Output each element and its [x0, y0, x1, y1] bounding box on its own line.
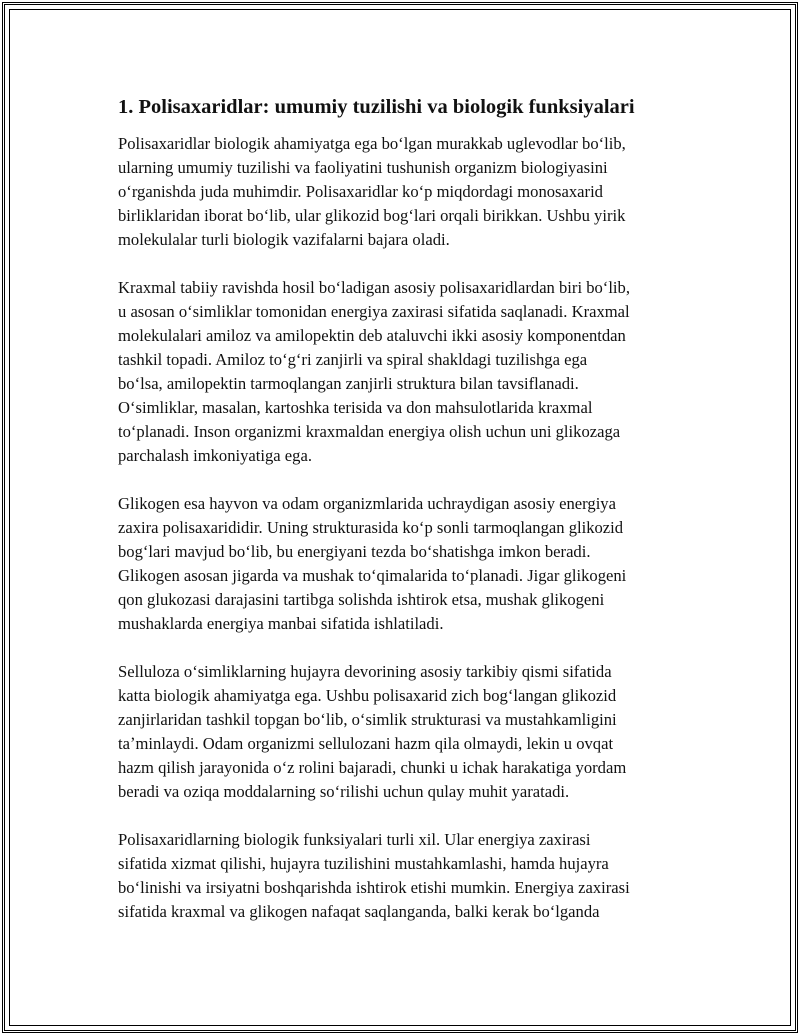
text-line: katta biologik ahamiyatga ega. Ushbu polisaxarid zich bogʻlangan glikozid	[118, 686, 617, 705]
text-line: boʻlinishi va irsiyatni boshqarishda ishtirok etishi mumkin. Energiya zaxirasi	[118, 878, 630, 897]
section-heading: 1. Polisaxaridlar: umumiy tuzilishi va biologik funksiyalari	[118, 96, 635, 118]
text-line: oʻrganishda juda muhimdir. Polisaxaridlar koʻp miqdordagi monosaxarid	[118, 182, 603, 201]
text-line: tashkil topadi. Amiloz toʻgʻri zanjirli va spiral shakldagi tuzilishga ega	[118, 350, 588, 369]
text-line: bogʻlari mavjud boʻlib, bu energiyani tezda boʻshatishga imkon beradi.	[118, 542, 591, 561]
text-line: taʼminlaydi. Odam organizmi sellulozani hazm qila olmaydi, lekin u ovqat	[118, 734, 614, 753]
text-line: molekulalari amiloz va amilopektin deb ataluvchi ikki asosiy komponentdan	[118, 326, 626, 345]
text-line: mushaklarda energiya manbai sifatida ishlatiladi.	[118, 614, 444, 633]
text-line: qon glukozasi darajasini tartibga solishda ishtirok etsa, mushak glikogeni	[118, 590, 605, 609]
paragraph-functions	[118, 828, 698, 924]
paragraph-starch	[118, 276, 698, 468]
text-line: zanjirlaridan tashkil topgan boʻlib, oʻsimlik strukturasi va mustahkamligini	[118, 710, 617, 729]
text-line: Glikogen esa hayvon va odam organizmlarida uchraydigan asosiy energiya	[118, 494, 616, 513]
text-line: molekulalar turli biologik vazifalarni bajara oladi.	[118, 230, 450, 249]
text-line: u asosan oʻsimliklar tomonidan energiya zaxirasi sifatida saqlanadi. Kraxmal	[118, 302, 630, 321]
text-line: sifatida kraxmal va glikogen nafaqat saqlanganda, balki kerak boʻlganda	[118, 902, 600, 921]
text-line: Polisaxaridlarning biologik funksiyalari turli xil. Ular energiya zaxirasi	[118, 830, 591, 849]
text-line: beradi va oziqa moddalarning soʻrilishi uchun qulay muhit yaratadi.	[118, 782, 570, 801]
paragraph-glycogen	[118, 492, 698, 636]
text-line: toʻplanadi. Inson organizmi kraxmaldan energiya olish uchun uni glikozaga	[118, 422, 621, 441]
text-line: Glikogen asosan jigarda va mushak toʻqimalarida toʻplanadi. Jigar glikogeni	[118, 566, 627, 585]
text-line: hazm qilish jarayonida oʻz rolini bajaradi, chunki u ichak harakatiga yordam	[118, 758, 627, 777]
text-line: sifatida xizmat qilishi, hujayra tuzilishini mustahkamlashi, hamda hujayra	[118, 854, 609, 873]
document-body	[118, 95, 698, 948]
text-line: zaxira polisaxarididir. Uning strukturasida koʻp sonli tarmoqlangan glikozid	[118, 518, 624, 537]
text-line: ularning umumiy tuzilishi va faoliyatini tushunish organizm biologiyasini	[118, 158, 608, 177]
text-line: Selluloza oʻsimliklarning hujayra devorining asosiy tarkibiy qismi sifatida	[118, 662, 612, 681]
text-line: boʻlsa, amilopektin tarmoqlangan zanjirli struktura bilan tavsiflanadi.	[118, 374, 579, 393]
text-line: Oʻsimliklar, masalan, kartoshka terisida va don mahsulotlarida kraxmal	[118, 398, 593, 417]
text-line: Kraxmal tabiiy ravishda hosil boʻladigan asosiy polisaxaridlardan biri boʻlib,	[118, 278, 630, 297]
text-line: birliklaridan iborat boʻlib, ular glikozid bogʻlari orqali birikkan. Ushbu yirik	[118, 206, 626, 225]
text-line: parchalash imkoniyatiga ega.	[118, 446, 312, 465]
paragraph-cellulose	[118, 660, 698, 804]
paragraph-intro	[118, 132, 698, 252]
text-line: Polisaxaridlar biologik ahamiyatga ega boʻlgan murakkab uglevodlar boʻlib,	[118, 134, 626, 153]
